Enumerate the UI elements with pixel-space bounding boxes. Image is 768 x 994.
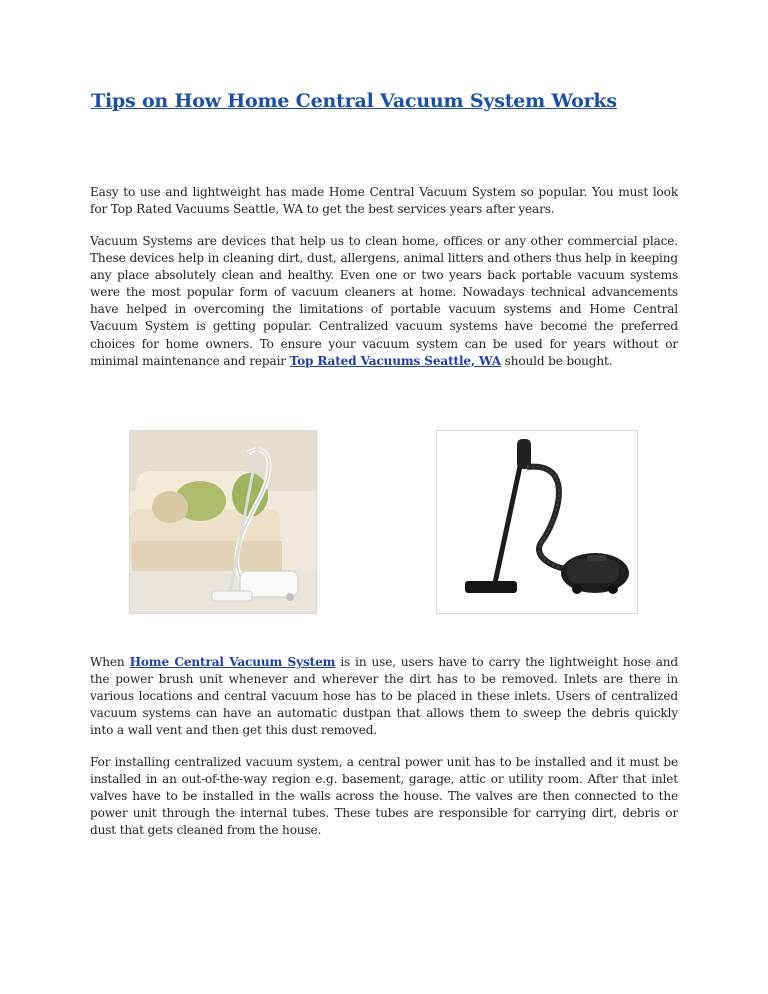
page-title: Tips on How Home Central Vacuum System Works	[91, 90, 617, 112]
white-vacuum-image	[129, 430, 317, 614]
usage-paragraph	[90, 654, 678, 739]
black-vacuum-image	[436, 430, 638, 614]
top-rated-vacuums-link[interactable]: Top Rated Vacuums Seattle, WA	[289, 353, 501, 368]
home-central-vacuum-link[interactable]: Home Central Vacuum System	[129, 655, 336, 669]
systems-paragraph-end: should be bought.	[504, 353, 613, 368]
usage-paragraph-rest: is in use, users have to carry the lightweight hose and the power brush unit whenever and wherever the dirt has to be removed. Inlets are there in various locations and central vacuum hose has to be placed in these inlets. Users of centralized vacuum systems can have an automatic dustpan that allows them to sweep the debris quickly into a wall vent and then get this dust removed.	[90, 655, 678, 738]
installation-paragraph: For installing centralized vacuum system, a central power unit has to be installed and it must be installed in an out-of-the-way region e.g. basement, garage, attic or utility room. After that inlet valves have to be installed in the walls across the house. The valves are then connected to the power unit through the internal tubes. These tubes are responsible for carrying dirt, debris or dust that gets cleaned from the house.	[90, 755, 678, 838]
intro-paragraph: Easy to use and lightweight has made Home Central Vacuum System so popular. You must look for Top Rated Vacuums Seattle, WA to get the best services years after years.	[90, 185, 678, 217]
systems-paragraph-text: Vacuum Systems are devices that help us to clean home, offices or any other commercial place. These devices help in cleaning dirt, dust, allergens, animal litters and others thus help in keeping any place absolutely clean and healthy. Even one or two years back portable vacuum systems were the most popular form of vacuum cleaners at home. Nowadays technical advancements have helped in overcoming the limitations of portable vacuum systems and Home Central Vacuum System is getting popular. Centralized vacuum systems have become the preferred choices for home owners. To ensure your vacuum system can be used for years without or minimal maintenance and repair	[90, 234, 678, 368]
usage-paragraph-start: When	[90, 655, 125, 669]
white-canister-vacuum-photo-icon	[130, 431, 316, 613]
systems-paragraph	[90, 233, 678, 370]
black-canister-vacuum-photo-icon	[437, 431, 637, 613]
